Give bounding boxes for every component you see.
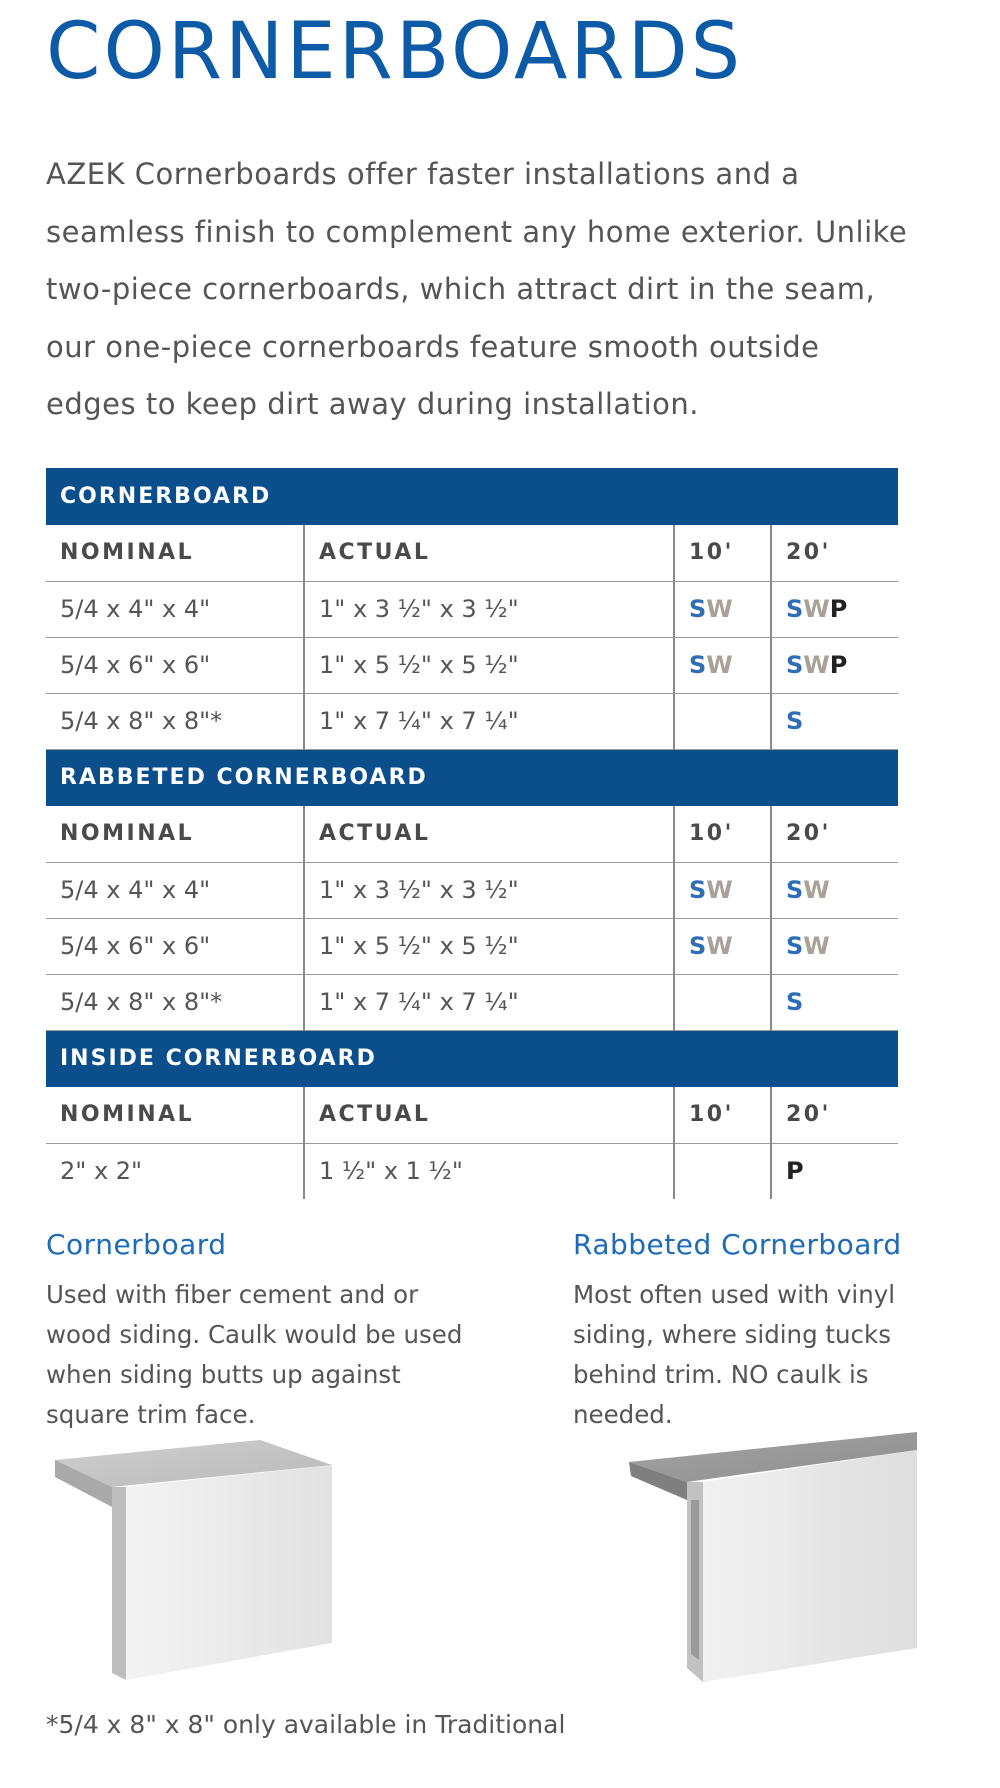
nominal-size-cell: 5/4 x 6" x 6" [46,918,304,974]
nominal-size-cell: 5/4 x 4" x 4" [46,581,304,637]
column-header-row [46,525,898,581]
section-title: INSIDE CORNERBOARD [46,1030,898,1087]
availability-code: W [706,876,733,904]
nominal-size-cell: 5/4 x 4" x 4" [46,862,304,918]
section-title: CORNERBOARD [46,468,898,525]
availability-code: S [689,595,707,623]
table-row [46,637,898,693]
cornerboard-product-image [50,1435,340,1685]
availability-code: S [786,595,804,623]
column-header-actual: ACTUAL [304,1087,674,1143]
availability-10ft-cell [674,974,771,1030]
nominal-size-cell: 2" x 2" [60,1157,143,1186]
availability-code: P [786,1157,804,1186]
availability-code: P [829,651,848,679]
availability-code: W [803,876,830,904]
availability-10ft-cell [674,918,771,974]
table-row [46,1143,898,1199]
availability-code: S [786,651,804,679]
section-title: RABBETED CORNERBOARD [46,749,898,806]
availability-10ft-cell [674,862,771,918]
column-header-20ft: 20' [771,525,898,581]
section-header-row [46,749,898,806]
actual-size-cell: 1" x 3 ½" x 3 ½" [304,862,674,918]
availability-code: S [786,707,804,735]
actual-size-cell: 1" x 5 ½" x 5 ½" [304,637,674,693]
availability-20ft-cell [771,862,898,918]
availability-20ft-cell [771,918,898,974]
availability-code: S [786,932,804,960]
availability-code: P [829,595,848,623]
table-row [46,693,898,749]
section-header-row [46,1030,898,1087]
nominal-size-cell: 5/4 x 8" x 8"* [46,693,304,749]
availability-10ft-cell [674,693,771,749]
availability-20ft-cell [771,581,898,637]
column-header-10ft: 10' [674,806,771,862]
availability-20ft-cell [771,637,898,693]
column-header-nominal: NOMINAL [46,525,304,581]
cornerboard-spec-table [46,468,898,1199]
column-header-10ft: 10' [674,525,771,581]
availability-20ft-cell [771,974,898,1030]
availability-code: S [689,932,707,960]
availability-10ft-cell [674,637,771,693]
availability-20ft-cell [771,1143,898,1199]
cornerboard-description: Used with fiber cement and or wood siding. Caulk would be used when siding butts up against square trim face. [46,1280,463,1429]
availability-code: S [689,876,707,904]
actual-size-cell: 1" x 3 ½" x 3 ½" [304,581,674,637]
column-header-nominal: NOMINAL [46,1087,304,1143]
column-header-actual: ACTUAL [304,806,674,862]
availability-code: S [689,651,707,679]
rabbeted-cornerboard-heading: Rabbeted Cornerboard [573,1228,902,1261]
intro-paragraph: AZEK Cornerboards offer faster installations and a seamless finish to complement any home exterior. Unlike two-piece cornerboards, which attract dirt in the seam, our one-piece cornerboards feature smooth outside edges to keep dirt away during installation. [46,157,908,421]
actual-size-cell: 1" x 7 ¼" x 7 ¼" [304,693,674,749]
availability-code: W [803,932,830,960]
nominal-size-cell: 5/4 x 8" x 8"* [46,974,304,1030]
availability-code: S [786,988,804,1016]
column-header-20ft: 20' [771,1087,898,1143]
column-header-nominal: NOMINAL [46,806,304,862]
nominal-size-cell: 5/4 x 6" x 6" [46,637,304,693]
actual-size-cell: 1" x 5 ½" x 5 ½" [304,918,674,974]
column-header-actual: ACTUAL [304,525,674,581]
availability-code: W [706,595,733,623]
rabbeted-cornerboard-description: Most often used with vinyl siding, where siding tucks behind trim. NO caulk is needed. [573,1280,896,1429]
availability-10ft-cell [674,1143,771,1199]
availability-10ft-cell [674,581,771,637]
column-header-row [46,1087,898,1143]
availability-code: W [803,651,830,679]
table-row [46,918,898,974]
page-title: CORNERBOARDS [46,7,744,97]
cornerboard-heading: Cornerboard [46,1228,227,1261]
availability-20ft-cell [771,693,898,749]
actual-size-cell: 1 ½" x 1 ½" [304,1143,674,1199]
availability-code: W [706,932,733,960]
rabbeted-cornerboard-product-image [625,1420,920,1690]
footnote: *5/4 x 8" x 8" only available in Traditional [46,1710,566,1739]
availability-code: W [803,595,830,623]
column-header-10ft: 10' [674,1087,771,1143]
actual-size-cell: 1" x 7 ¼" x 7 ¼" [304,974,674,1030]
table-row [46,581,898,637]
section-header-row [46,468,898,525]
column-header-20ft: 20' [771,806,898,862]
availability-code: S [786,876,804,904]
table-row [46,974,898,1030]
table-row [46,862,898,918]
availability-code: W [706,651,733,679]
column-header-row [46,806,898,862]
